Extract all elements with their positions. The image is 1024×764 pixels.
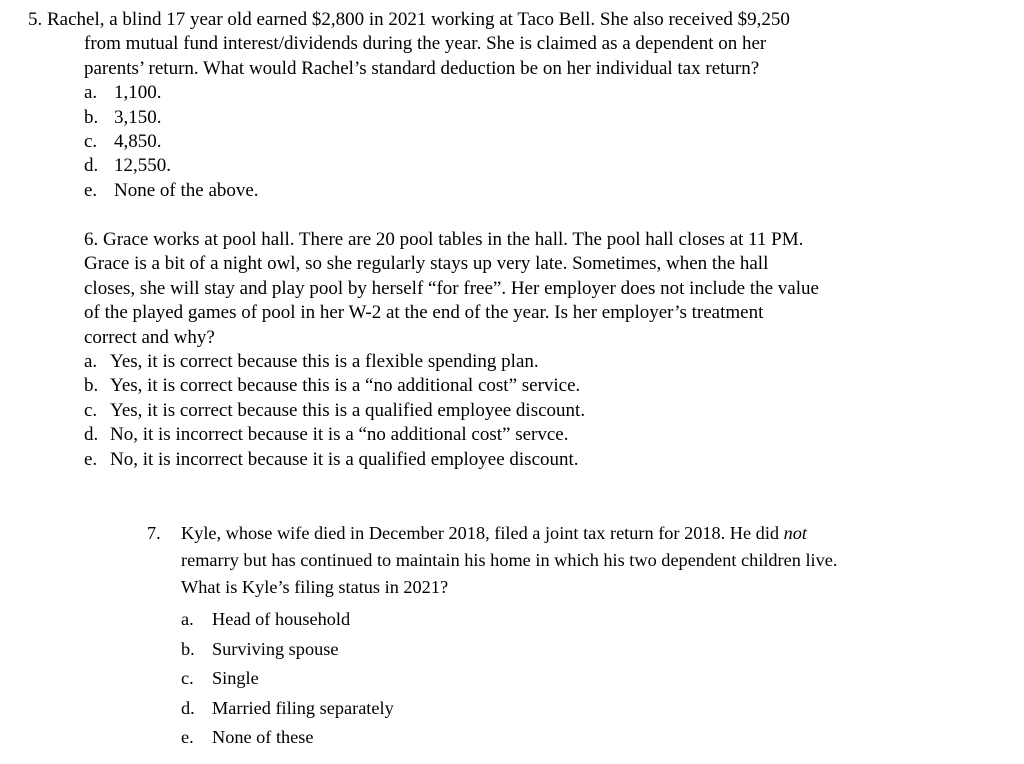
option-letter: d. — [84, 424, 99, 446]
option-text: Head of household — [212, 609, 351, 629]
question-5-stem-line-1: 5. Rachel, a blind 17 year old earned $2,800 in 2021 working at Taco Bell. She also received $9,250 — [28, 9, 790, 30]
option-text: No, it is incorrect because it is a qualified employee discount. — [110, 448, 579, 470]
question-7-stem-line-2: remarry but has continued to maintain his home in which his two dependent children live. — [181, 550, 838, 570]
question-7-option-c — [181, 664, 837, 694]
question-6-options — [84, 350, 819, 472]
question-6-option-d — [84, 423, 819, 447]
option-text: None of these — [212, 727, 314, 748]
question-6 — [84, 228, 819, 472]
option-text: 3,150. — [114, 106, 162, 128]
option-text: 4,850. — [114, 131, 162, 153]
option-text: Yes, it is correct because this is a qualified employee discount. — [110, 399, 586, 421]
option-text: Yes, it is correct because this is a flexible spending plan. — [110, 351, 539, 373]
option-letter: d. — [181, 697, 195, 718]
option-text: Yes, it is correct because this is a “no additional cost” service. — [110, 375, 581, 397]
question-7-option-d — [181, 694, 837, 724]
option-letter: e. — [84, 448, 98, 470]
question-7 — [147, 520, 837, 753]
option-letter: e. — [181, 727, 194, 748]
question-5-option-a — [84, 81, 790, 105]
question-6-stem-line-4: of the played games of pool in her W-2 at the end of the year. Is her employer’s treatment — [84, 302, 764, 324]
question-7-option-a — [181, 605, 837, 635]
emphasis-not: not — [783, 523, 807, 543]
question-7-number: 7. — [147, 523, 161, 543]
option-text: No, it is incorrect because it is a “no additional cost” servce. — [110, 424, 569, 446]
question-7-option-e — [181, 723, 837, 753]
question-6-option-e — [84, 448, 819, 472]
option-letter: c. — [181, 668, 194, 689]
question-5-option-b — [84, 106, 790, 130]
question-6-stem-line-1: 6. Grace works at pool hall. There are 20 pool tables in the hall. The pool hall closes at 11 PM. — [84, 229, 804, 250]
option-letter: d. — [84, 155, 99, 177]
option-letter: a. — [84, 82, 98, 104]
option-text: 12,550. — [114, 155, 171, 177]
question-7-option-b — [181, 635, 837, 665]
question-7-options — [147, 605, 837, 753]
question-5-option-c — [84, 130, 790, 154]
option-letter: a. — [84, 351, 98, 373]
option-letter: e. — [84, 179, 98, 201]
question-7-stem-line-1 — [147, 520, 837, 547]
option-letter: b. — [84, 106, 99, 128]
option-letter: c. — [84, 131, 98, 153]
question-7-stem-text: Kyle, whose wife died in December 2018, filed a joint tax return for 2018. He did — [181, 523, 784, 543]
question-5-option-e — [84, 179, 790, 203]
option-text: Surviving spouse — [212, 638, 339, 659]
question-5-stem-line-2: from mutual fund interest/dividends during the year. She is claimed as a dependent on her — [84, 33, 767, 55]
question-5-options — [28, 81, 790, 203]
option-text: None of the above. — [114, 179, 259, 201]
option-letter: b. — [84, 375, 99, 397]
option-text: Married filing separately — [212, 697, 394, 718]
option-letter: a. — [181, 609, 194, 629]
question-5-option-d — [84, 154, 790, 178]
option-text: 1,100. — [114, 82, 162, 104]
question-6-stem-line-3: closes, she will stay and play pool by herself “for free”. Her employer does not include the value — [84, 277, 819, 299]
option-text: Single — [212, 668, 259, 689]
question-6-option-b — [84, 374, 819, 398]
question-6-option-c — [84, 399, 819, 423]
question-6-option-a — [84, 350, 819, 374]
question-7-stem-line-3: What is Kyle’s filing status in 2021? — [181, 577, 449, 597]
question-6-stem-line-2: Grace is a bit of a night owl, so she regularly stays up very late. Sometimes, when the hall — [84, 253, 769, 275]
question-5-stem-line-3: parents’ return. What would Rachel’s standard deduction be on her individual tax return? — [84, 57, 760, 79]
question-5 — [28, 8, 790, 203]
option-letter: c. — [84, 399, 98, 421]
question-6-stem-line-5: correct and why? — [84, 326, 215, 348]
option-letter: b. — [181, 638, 195, 659]
